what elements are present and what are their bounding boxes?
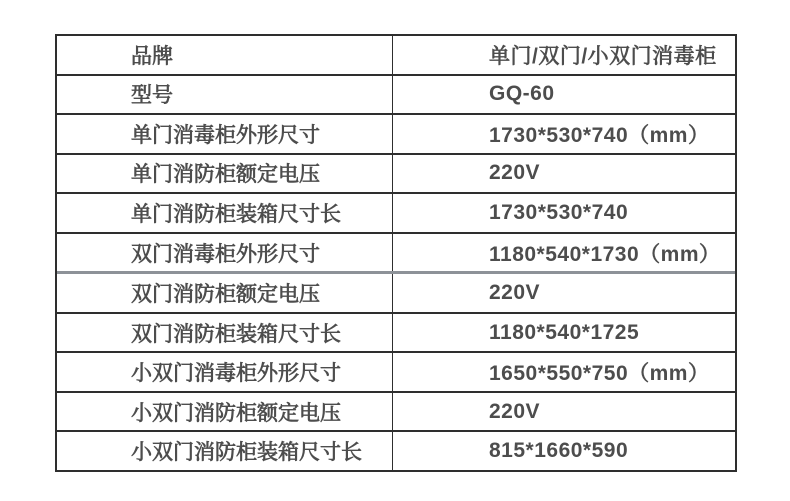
- spec-value: 1730*530*740（mm）: [489, 123, 710, 147]
- spec-label: 双门消防柜额定电压: [57, 274, 393, 312]
- spec-label: 双门消毒柜外形尺寸: [57, 234, 393, 272]
- table-row: [57, 76, 735, 116]
- table-row: [57, 194, 735, 234]
- table-row-with-seam-border: [57, 234, 735, 275]
- spec-value: 220V: [489, 281, 541, 305]
- spec-value: 220V: [489, 161, 541, 185]
- table-row: [57, 393, 735, 433]
- spec-label: 小双门消毒柜外形尺寸: [57, 353, 393, 391]
- table-row: [57, 274, 735, 314]
- spec-label: 小双门消防柜装箱尺寸长: [57, 432, 393, 470]
- spec-value: GQ-60: [489, 82, 555, 106]
- spec-label: 单门消防柜装箱尺寸长: [57, 194, 393, 232]
- spec-value: 1180*540*1730（mm）: [489, 242, 721, 266]
- table-row: [57, 155, 735, 195]
- table-row: [57, 353, 735, 393]
- spec-value: 220V: [489, 399, 541, 423]
- spec-value: 815*1660*590: [489, 439, 629, 463]
- spec-label: 品牌: [57, 36, 393, 74]
- table-row: [57, 432, 735, 470]
- spec-value: 1650*550*750（mm）: [489, 362, 710, 386]
- table-row: [57, 115, 735, 155]
- spec-label: 型号: [57, 76, 393, 114]
- spec-label: 单门消毒柜外形尺寸: [57, 115, 393, 153]
- product-spec-table: [55, 34, 737, 472]
- spec-label: 小双门消防柜额定电压: [57, 393, 393, 431]
- spec-value: 1730*530*740: [489, 200, 629, 224]
- table-row: [57, 36, 735, 76]
- spec-value: 单门/双门/小双门消毒柜: [489, 44, 717, 68]
- spec-label: 单门消防柜额定电压: [57, 155, 393, 193]
- spec-label: 双门消防柜装箱尺寸长: [57, 314, 393, 352]
- spec-value: 1180*540*1725: [489, 320, 640, 344]
- table-row: [57, 314, 735, 354]
